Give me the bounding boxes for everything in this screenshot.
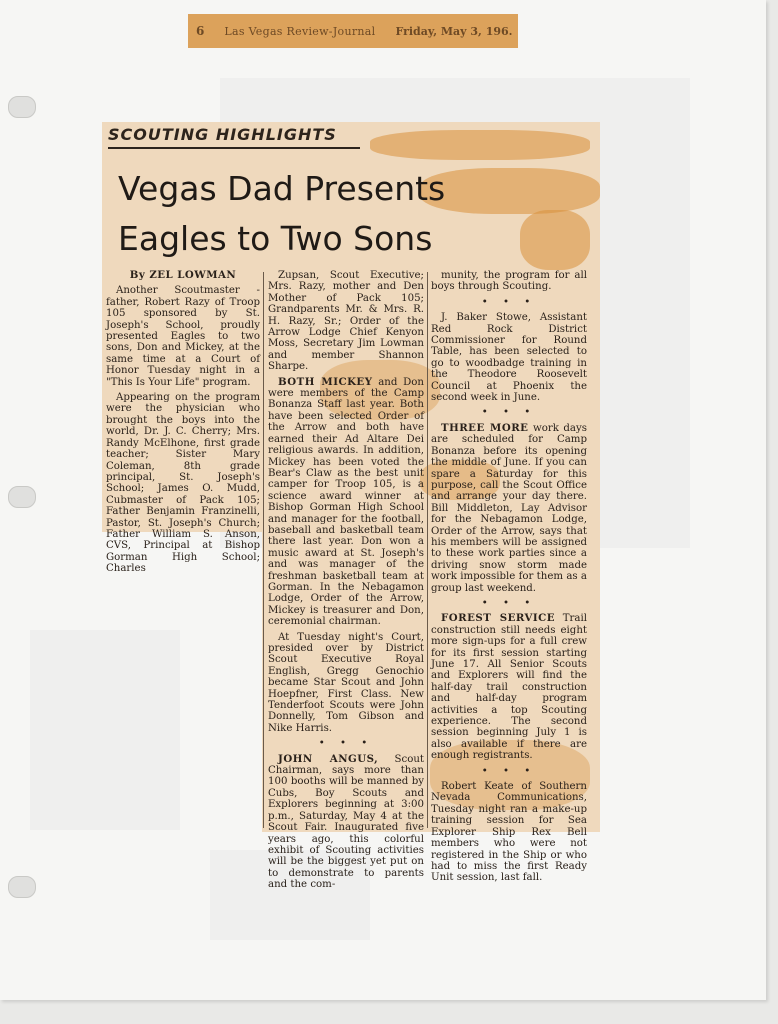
column-rule bbox=[427, 272, 428, 828]
section-heading: SCOUTING HIGHLIGHTS bbox=[108, 125, 360, 149]
paragraph: JOHN ANGUS, Scout Chairman, says more than 100 booths will be manned by Cubs, Boy Scouts and Explorers beginning at 3:00 p.m., Saturday, May 4 at the Scout Fair. Inaugurated five years ago, this colorful exhibit of Scouting activities will be the biggest yet put on to demonstrate to parents and the com- bbox=[268, 752, 424, 891]
page-number: 6 bbox=[196, 24, 205, 38]
paragraph: Appearing on the program were the physician who brought the boys into the world, Dr. J. C. Cherry; Mrs. Randy McElhone, first grade teacher; Sister Mary Coleman, 8th grade principal, St. Joseph's School; James O. Mudd, Cubmaster of Pack 105; Father Benjamin Franzinelli, Pastor, St. Joseph's Church; Father William S. Anson, CVS, Principal at Bishop Gorman High School; Charles bbox=[106, 392, 260, 575]
lead-in: THREE MORE bbox=[441, 421, 529, 434]
binder-hole bbox=[8, 486, 36, 508]
article-column-2 bbox=[268, 270, 424, 895]
separator-dots: • • • bbox=[481, 296, 537, 308]
paragraph: Another Scoutmaster - father, Robert Razy of Troop 105 sponsored by St. Joseph's School, proudly presented Eagles to two sons, Don and Mickey, at the same time at a Court of Honor Tuesday night in a "This Is Your Life" program. bbox=[106, 285, 260, 388]
separator-dots: • • • bbox=[481, 407, 537, 419]
issue-date: Friday, May 3, 196. bbox=[395, 24, 513, 38]
newspaper-name: Las Vegas Review-Journal bbox=[224, 24, 376, 38]
paragraph: munity, the program for all boys through Scouting. bbox=[431, 270, 587, 293]
column-rule bbox=[263, 272, 264, 828]
article-headline bbox=[118, 164, 538, 264]
paragraph: THREE MORE work days are scheduled for Camp Bonanza before its opening the middle of June. If you can spare a Saturday for this purpose, call the Scout Office and arrange your day there. Bill Middleton, Lay Advisor for the Nebagamon Lodge, Order of the Arrow, says that his members will be assigned to these work parties since a driving snow storm made work impossible for them as a group last weekend. bbox=[431, 421, 587, 594]
bleed-through-shadow bbox=[30, 630, 180, 830]
binder-hole bbox=[8, 96, 36, 118]
binder-hole bbox=[8, 876, 36, 898]
separator-dots: • • • bbox=[481, 765, 537, 777]
lead-in: FOREST SERVICE bbox=[441, 612, 556, 625]
lead-in: BOTH MICKEY bbox=[278, 375, 373, 388]
separator-dots: • • • bbox=[318, 738, 374, 750]
article-column-3 bbox=[431, 270, 587, 888]
stain bbox=[370, 130, 590, 160]
paragraph: Robert Keate of Southern Nevada Communications, Tuesday night ran a make-up training session for Sea Explorer Ship Rex Bell members who were not registered in the Ship or who had to miss the first Ready Unit session, last fall. bbox=[431, 781, 587, 884]
masthead-strip bbox=[188, 14, 518, 48]
byline: By ZEL LOWMAN bbox=[129, 269, 237, 281]
lead-in: JOHN ANGUS, bbox=[278, 752, 379, 765]
paragraph: Zupsan, Scout Executive; Mrs. Razy, mother and Den Mother of Pack 105; Grandparents Mr. & Mrs. R. H. Razy, Sr.; Order of the Arrow Lodge Chief Kenyon Moss, Secretary Jim Lowman and member Shannon Sharpe. bbox=[268, 270, 424, 373]
paragraph: BOTH MICKEY and Don were members of the Camp Bonanza Staff last year. Both have been selected Order of the Arrow and both have earned their Ad Altare Dei religious awards. In addition, Mickey has been voted the Bear's Claw as the best unit camper for Troop 105, is a science award winner at Bishop Gorman High School and manager for the football, baseball and basketball team there last year. Don won a music award at St. Joseph's and was manager of the freshman basketball team at Gorman. In the Nebagamon Lodge, Order of the Arrow, Mickey is treasurer and Don, ceremonial chairman. bbox=[268, 375, 424, 628]
paragraph: At Tuesday night's Court, presided over by District Scout Executive Royal English, Gregg Genochio became Star Scout and John Hoepfner, First Class. New Tenderfoot Scouts were John Donnelly, Tom Gibson and Nike Harris. bbox=[268, 631, 424, 734]
article-column-1 bbox=[106, 270, 260, 579]
headline-line-2: Eagles to Two Sons bbox=[118, 219, 433, 258]
headline-line-1: Vegas Dad Presents bbox=[118, 169, 446, 208]
paragraph: J. Baker Stowe, Assistant Red Rock District Commissioner for Round Table, has been selected to go to woodbadge training in the Theodore Roosevelt Council at Phoenix the second week in June. bbox=[431, 312, 587, 404]
separator-dots: • • • bbox=[481, 597, 537, 609]
paragraph: FOREST SERVICE Trail construction still needs eight more sign-ups for a full crew for its first session starting June 17. All Senior Scouts and Explorers will find the half-day trail construction and half-day program activities a top Scouting experience. The second session beginning July 1 is also available if there are enough registrants. bbox=[431, 612, 587, 762]
